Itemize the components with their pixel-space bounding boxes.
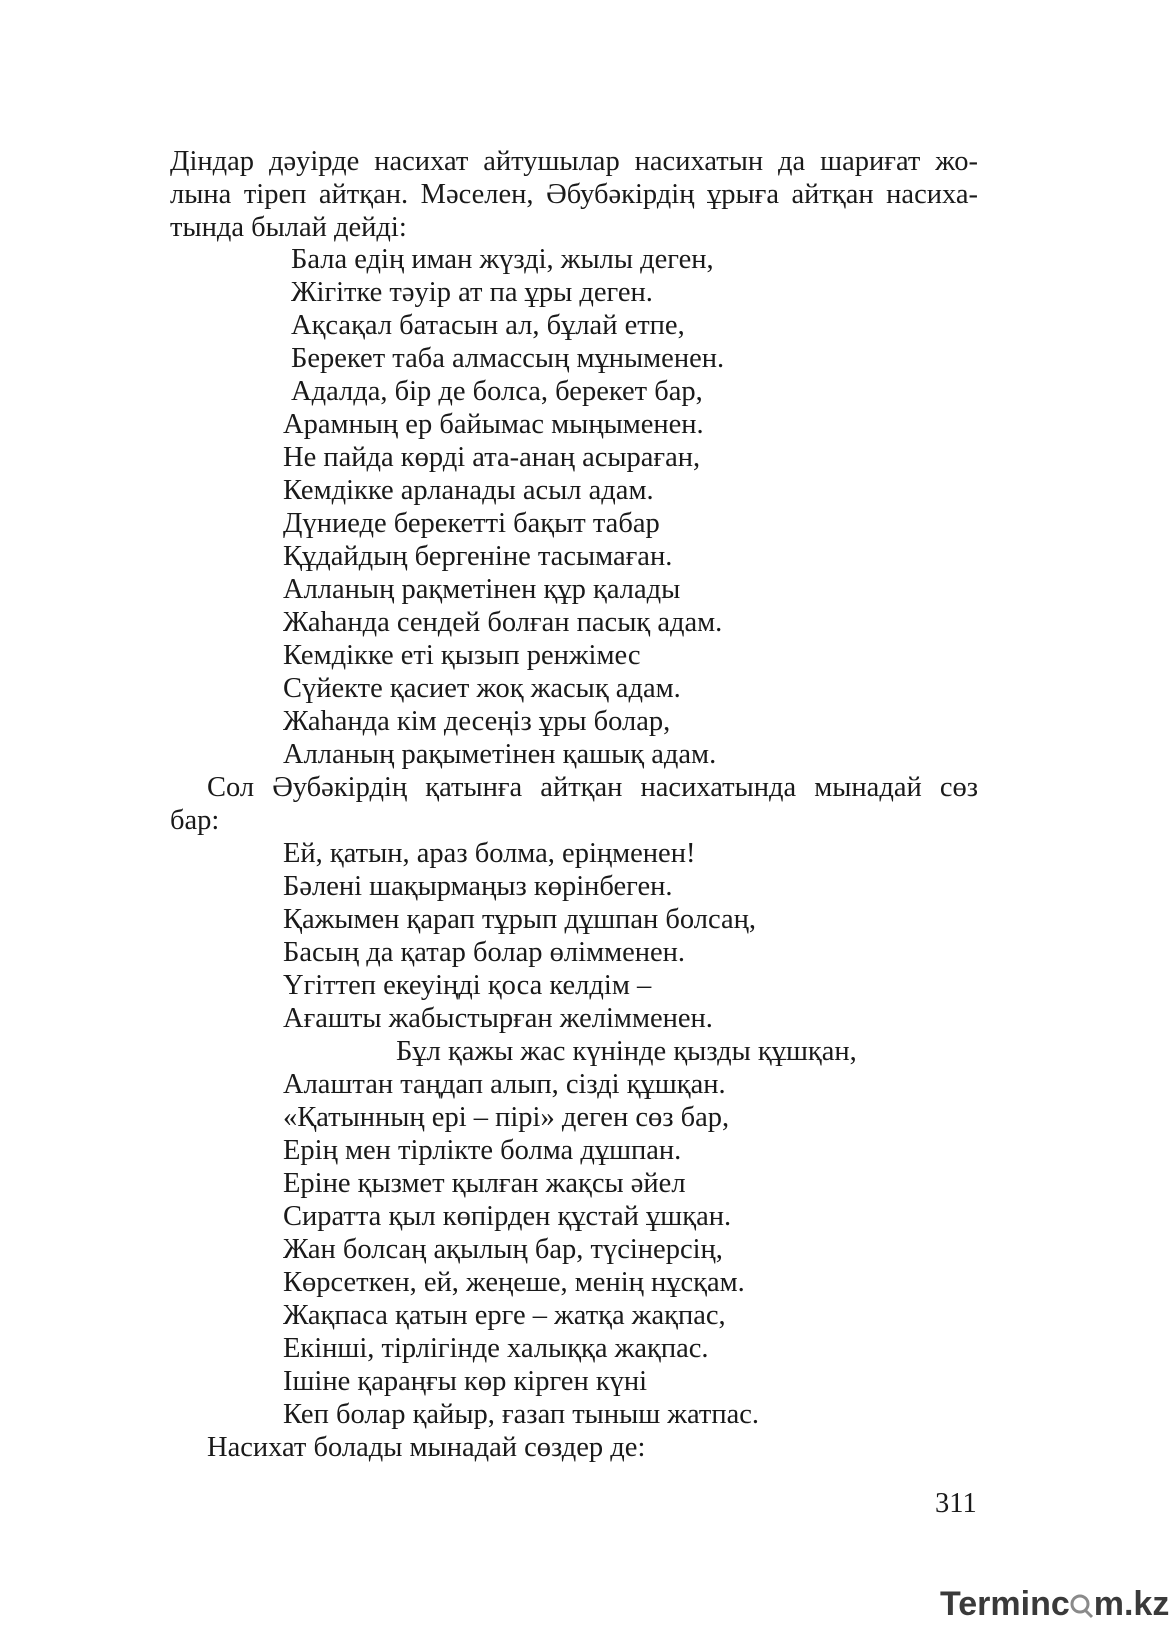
poem-line: Жігітке тәуір ат па ұры деген. [291, 277, 653, 308]
watermark-text-end: m.kz [1093, 1585, 1169, 1623]
poem-line: Алланың рақыметінен қашық адам. [283, 739, 717, 770]
poem-line: Үгіттеп екеуіңді қоса келдім – [283, 970, 652, 1001]
poem-line: Кеп болар қайыр, ғазап тыныш жатпас. [283, 1399, 760, 1430]
poem-line: Берекет таба алмассың мұныменен. [291, 343, 725, 374]
poem-line: Бала едің иман жүзді, жылы деген, [291, 244, 714, 275]
paragraph-line: Сол Әубәкірдің қатынға айтқан насихатында мынадай сөз [207, 772, 978, 803]
poem-line: Адалда, бір де болса, берекет бар, [291, 376, 703, 407]
poem-line: Ерің мен тірлікте болма дұшпан. [283, 1135, 682, 1166]
poem-line: Сүйекте қасиет жоқ жасық адам. [283, 673, 681, 704]
poem-line: Алаштан таңдап алып, сізді құшқан. [283, 1069, 726, 1100]
watermark-text-start: Terminc [940, 1585, 1070, 1623]
poem-line: Көрсеткен, ей, жеңеше, менің нұсқам. [283, 1267, 745, 1298]
poem-line: «Қатынның ері – пірі» деген сөз бар, [283, 1102, 730, 1133]
poem-line: Ішіне қараңғы көр кірген күні [283, 1366, 648, 1397]
poem-line: Бұл қажы жас күнінде қызды құшқан, [396, 1036, 857, 1067]
poem-line: Ақсақал батасын ал, бұлай етпе, [291, 310, 685, 341]
poem-line: Ағашты жабыстырған желімменен. [283, 1003, 713, 1034]
poem-line: Жаһанда сендей болған пасық адам. [283, 607, 723, 638]
poem-line: Не пайда көрді ата-анаң асыраған, [283, 442, 701, 473]
paragraph-line: тында былай дейді: [170, 212, 407, 243]
magnifier-icon [1070, 1585, 1078, 1624]
poem-line: Жақпаса қатын ерге – жатқа жақпас, [283, 1300, 726, 1331]
poem-line: Жаһанда кім десеңіз ұры болар, [283, 706, 671, 737]
poem-line: Еріне қызмет қылған жақсы әйел [283, 1168, 686, 1199]
poem-line: Кемдікке арланады асыл адам. [283, 475, 654, 506]
paragraph-line: бар: [170, 805, 220, 836]
poem-line: Арамның ер байымас мыңыменен. [283, 409, 704, 440]
poem-line: Сиратта қыл көпірден құстай ұшқан. [283, 1201, 732, 1232]
poem-line: Кемдікке еті қызып ренжімес [283, 640, 641, 671]
poem-line: Қажымен қарап тұрып дұшпан болсаң, [283, 904, 757, 935]
poem-line: Басың да қатар болар өлімменен. [283, 937, 686, 968]
poem-line: Ей, қатын, араз болма, еріңменен! [283, 838, 696, 869]
poem-line: Алланың рақметінен құр қалады [283, 574, 681, 605]
paragraph-line: Насихат болады мынадай сөздер де: [207, 1432, 646, 1463]
paragraph-line: Діндар дәуірде насихат айтушылар насихатын да шариғат жо- [170, 146, 978, 177]
poem-line: Жан болсаң ақылың бар, түсінерсің, [283, 1234, 723, 1265]
poem-line: Құдайдың бергеніне тасымаған. [283, 541, 673, 572]
paragraph-line: лына тіреп айтқан. Мәселен, Әбубәкірдің ұрыға айтқан насиха- [170, 179, 978, 210]
watermark-logo [940, 1585, 1169, 1629]
poem-line: Бәлені шақырмаңыз көрінбеген. [283, 871, 673, 902]
page-number: 311 [935, 1488, 977, 1519]
poem-line: Дүниеде берекетті бақыт табар [283, 508, 660, 539]
poem-line: Екінші, тірлігінде халыққа жақпас. [283, 1333, 709, 1364]
